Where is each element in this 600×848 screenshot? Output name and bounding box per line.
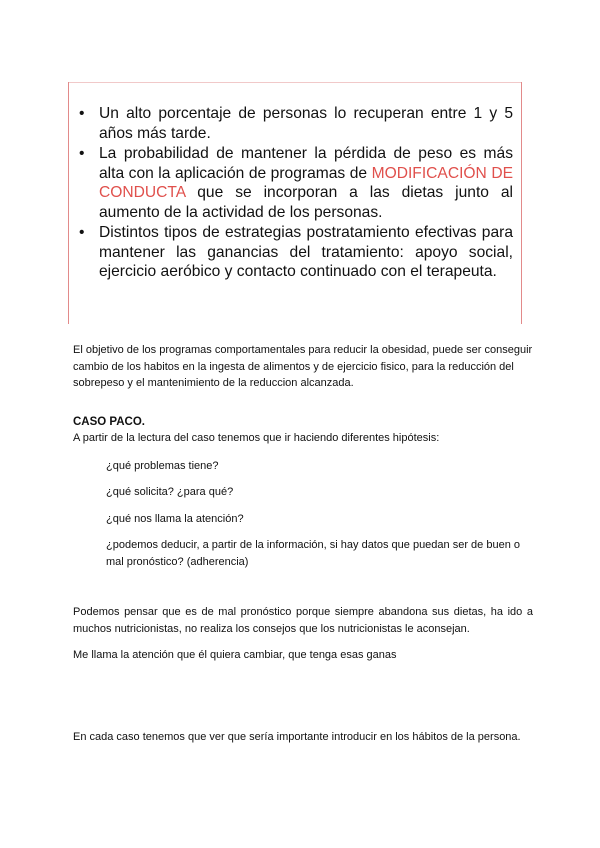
intro-paragraph: El objetivo de los programas comportamentales para reducir la obesidad, puede ser conseguir cambio de los habitos en la ingesta de alimentos y de ejercicio fisico, para la reducción del sobrepeso y el mantenimiento de la reduccion alcanzada. <box>73 344 533 389</box>
attention-paragraph: Me llama la atención que él quiera cambiar, que tenga esas ganas <box>73 649 397 661</box>
closing-paragraph: En cada caso tenemos que ver que sería importante introducir en los hábitos de la persona. <box>73 731 521 743</box>
slide-bullet-2 <box>79 144 513 222</box>
slide-excerpt <box>68 82 522 324</box>
slide-top-border <box>69 82 521 83</box>
case-title: CASO PACO. <box>73 416 145 428</box>
bullet-text-cont: que se incorporan a las dietas junto al aumento de la actividad de los personas. <box>99 184 513 221</box>
slide-bullet-1 <box>79 104 513 143</box>
bullet-highlight: MODIFICACIÓN DE CONDUCTA <box>99 164 513 201</box>
question-1: ¿qué problemas tiene? <box>106 460 219 472</box>
question-2: ¿qué solicita? ¿para qué? <box>106 486 234 498</box>
bullet-marker: • <box>79 145 85 162</box>
bullet-text: Distintos tipos de estrategias postratamiento efectivas para mantener las ganancias del tratamiento: apoyo social, ejercicio aeróbico y contacto continuado con el terapeuta. <box>99 224 513 280</box>
slide-bullet-list <box>79 104 513 283</box>
case-lead: A partir de la lectura del caso tenemos que ir haciendo diferentes hipótesis: <box>73 432 440 444</box>
bullet-marker: • <box>79 105 85 122</box>
prognosis-paragraph: Podemos pensar que es de mal pronóstico porque siempre abandona sus dietas, ha ido a muchos nutricionistas, no realiza los consejos que los nutricionistas le aconsejan. <box>73 606 533 635</box>
question-4: ¿podemos deducir, a partir de la información, si hay datos que puedan ser de buen o mal pronóstico? (adherencia) <box>106 539 520 568</box>
bullet-text: Un alto porcentaje de personas lo recuperan entre 1 y 5 años más tarde. <box>99 105 513 142</box>
bullet-marker: • <box>79 224 85 241</box>
slide-bullet-3 <box>79 223 513 282</box>
question-3: ¿qué nos llama la atención? <box>106 513 244 525</box>
bullet-text: La probabilidad de mantener la pérdida de peso es más alta con la aplicación de programas de <box>99 145 513 182</box>
